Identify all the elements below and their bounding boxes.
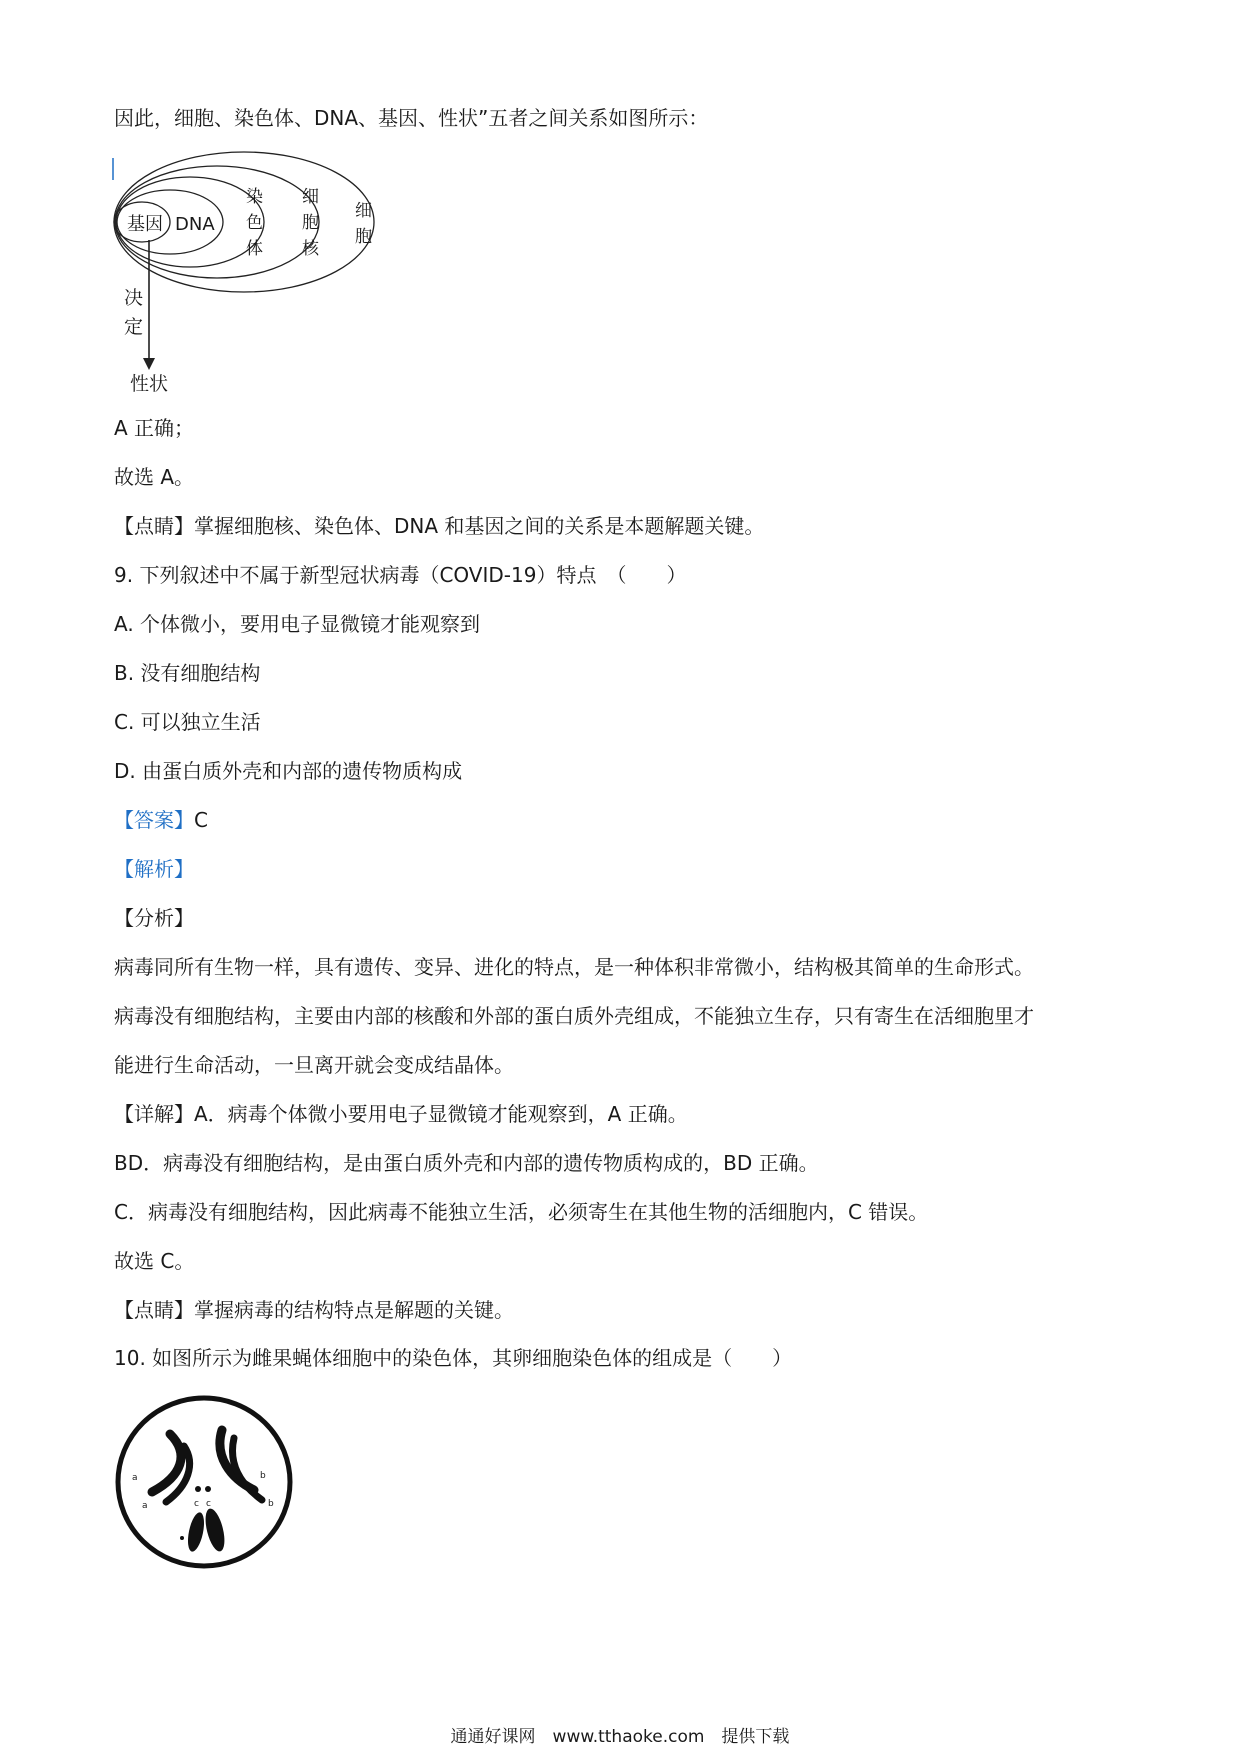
detail-line-1: 【详解】A．病毒个体微小要用电子显微镜才能观察到，A 正确。	[114, 1102, 688, 1126]
nucleus-label-3: 核	[302, 239, 319, 259]
fruit-fly-chromosome-figure	[112, 1394, 302, 1578]
detail-line-5: 【点睛】掌握病毒的结构特点是解题的关键。	[114, 1298, 514, 1322]
analysis-line-3: 能进行生命活动，一旦离开就会变成结晶体。	[114, 1053, 514, 1077]
analysis-line-2: 病毒没有细胞结构，主要由内部的核酸和外部的蛋白质外壳组成，不能独立生存，只有寄生在活细胞里才	[114, 1004, 1034, 1028]
q9-answer-row	[114, 806, 208, 834]
q9-option-c: C. 可以独立生活	[114, 710, 261, 734]
a-correct-text: A 正确；	[114, 416, 195, 440]
answer-label: 【答案】	[114, 808, 194, 832]
chromosome-label-2: 色	[246, 213, 263, 233]
q9-option-a: A. 个体微小，要用电子显微镜才能观察到	[114, 612, 481, 636]
label-b1: b	[260, 1471, 266, 1481]
cell-label-1: 细	[355, 201, 372, 221]
chromosome-x1	[185, 1511, 207, 1553]
dna-label: DNA	[175, 214, 215, 235]
gene-relationship-diagram	[112, 150, 412, 404]
footer-text: 通通好课网 www.tthaoke.com 提供下载	[450, 1727, 790, 1747]
label-a1: a	[132, 1473, 138, 1483]
chromosome-c1	[195, 1486, 201, 1492]
choose-a-text: 故选 A。	[114, 465, 195, 489]
q9-stem: 9. 下列叙述中不属于新型冠状病毒（COVID-19）特点 （ ）	[114, 563, 687, 587]
label-a2: a	[142, 1501, 148, 1511]
label-c2: c	[206, 1499, 211, 1509]
nucleus-label-2: 胞	[302, 213, 319, 233]
intro-text: 因此，细胞、染色体、DNA、基因、性状”五者之间关系如图所示：	[114, 106, 709, 130]
cell-outline	[118, 1398, 290, 1566]
q8-tip-text: 【点睛】掌握细胞核、染色体、DNA 和基因之间的关系是本题解题关键。	[114, 514, 765, 538]
detail-line-4: 故选 C。	[114, 1249, 195, 1273]
chromosome-c2	[205, 1486, 211, 1492]
gene-label: 基因	[127, 214, 163, 235]
detail-line-3: C．病毒没有细胞结构，因此病毒不能独立生活，必须寄生在其他生物的活细胞内，C 错误。	[114, 1200, 929, 1224]
chromosome-a1	[152, 1434, 181, 1492]
cell-label-2: 胞	[355, 227, 372, 247]
trait-label: 性状	[130, 373, 169, 395]
determine-label-2: 定	[124, 316, 144, 338]
q10-stem: 10. 如图所示为雌果蝇体细胞中的染色体，其卵细胞染色体的组成是（ ）	[114, 1346, 793, 1370]
label-b2: b	[268, 1499, 274, 1509]
nucleus-label-1: 细	[302, 187, 319, 207]
q9-option-b: B. 没有细胞结构	[114, 661, 261, 685]
chromosome-x2	[202, 1507, 228, 1554]
q9-option-d: D. 由蛋白质外壳和内部的遗传物质构成	[114, 759, 463, 783]
analysis-line-1: 病毒同所有生物一样，具有遗传、变异、进化的特点，是一种体积非常微小，结构极其简单的生命形式。	[114, 955, 1034, 979]
label-c1: c	[194, 1499, 199, 1509]
answer-value: C	[194, 808, 208, 832]
detail-line-2: BD．病毒没有细胞结构，是由蛋白质外壳和内部的遗传物质构成的，BD 正确。	[114, 1151, 819, 1175]
chromosome-label-1: 染	[246, 187, 263, 207]
chromosome-label-3: 体	[246, 239, 263, 259]
analysis-label: 【解析】	[114, 857, 194, 881]
determine-label-1: 决	[124, 287, 144, 309]
fenxi-label: 【分析】	[114, 906, 194, 930]
